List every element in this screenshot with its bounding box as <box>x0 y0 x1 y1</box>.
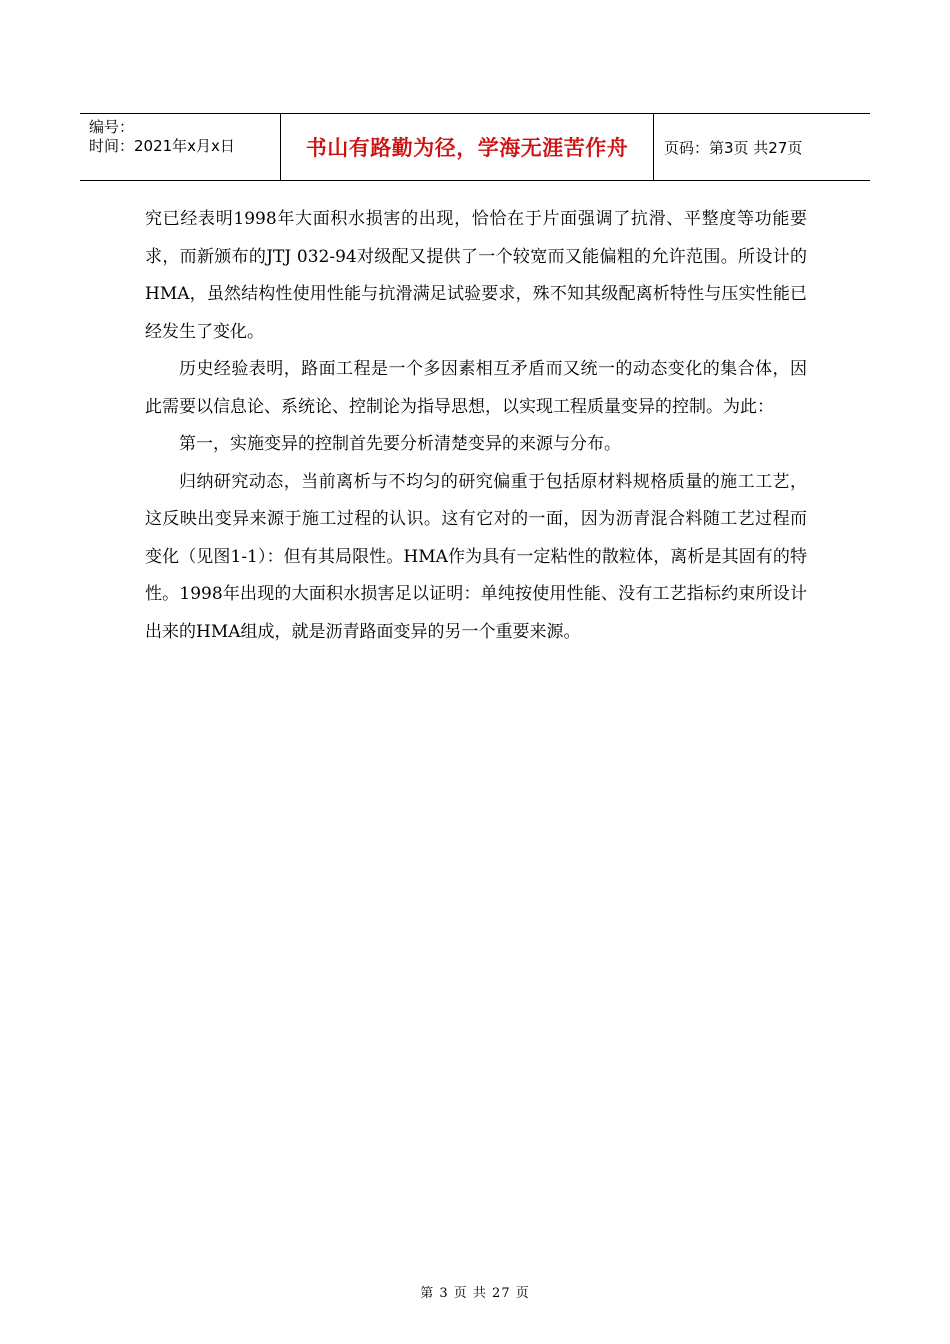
page-footer: 第 3 页 共 27 页 <box>420 1286 530 1301</box>
header-page-number: 页码：第3页 共27页 <box>664 138 803 157</box>
paragraph-3-emphasis: 首先要分析清楚变异的来源与分布 <box>349 434 604 454</box>
paragraph-3-lead: 第一，实施变异的控制 <box>179 434 349 454</box>
header-page-cell <box>654 114 870 180</box>
paragraph-3 <box>145 426 807 464</box>
paragraph-1: 究已经表明1998年大面积水损害的出现，恰恰在于片面强调了抗滑、平整度等功能要求，而新颁布的JTJ 032-94对级配又提供了一个较宽而又能偏粗的允许范围。所设计的HMA，虽然结构性使用性能与抗滑满足试验要求，殊不知其级配离析特性与压实性能已经发生了变化。 <box>145 209 807 342</box>
paragraph-3-end: 。 <box>604 434 621 454</box>
header-table <box>80 113 870 181</box>
document-number-label: 编号： <box>89 118 135 136</box>
header-motto-cell <box>281 114 654 180</box>
document-body <box>145 201 807 651</box>
document-date-label: 时间：2021年x月x日 <box>89 137 235 155</box>
paragraph-2: 历史经验表明，路面工程是一个多因素相互矛盾而又统一的动态变化的集合体，因此需要以信息论、系统论、控制论为指导思想，以实现工程质量变异的控制。为此： <box>145 359 807 417</box>
paragraph-4: 归纳研究动态，当前离析与不均匀的研究偏重于包括原材料规格质量的施工工艺，这反映出变异来源于施工过程的认识。这有它对的一面，因为沥青混合料随工艺过程而变化（见图1-1）：但有其局限性。HMA作为具有一定粘性的散粒体，离析是其固有的特性。1998年出现的大面积水损害足以证明：单纯按使用性能、没有工艺指标约束所设计出来的HMA组成，就是沥青路面变异的另一个重要来源。 <box>145 471 807 642</box>
header-motto: 书山有路勤为径，学海无涯苦作舟 <box>305 136 629 160</box>
header-meta-cell <box>80 114 281 180</box>
